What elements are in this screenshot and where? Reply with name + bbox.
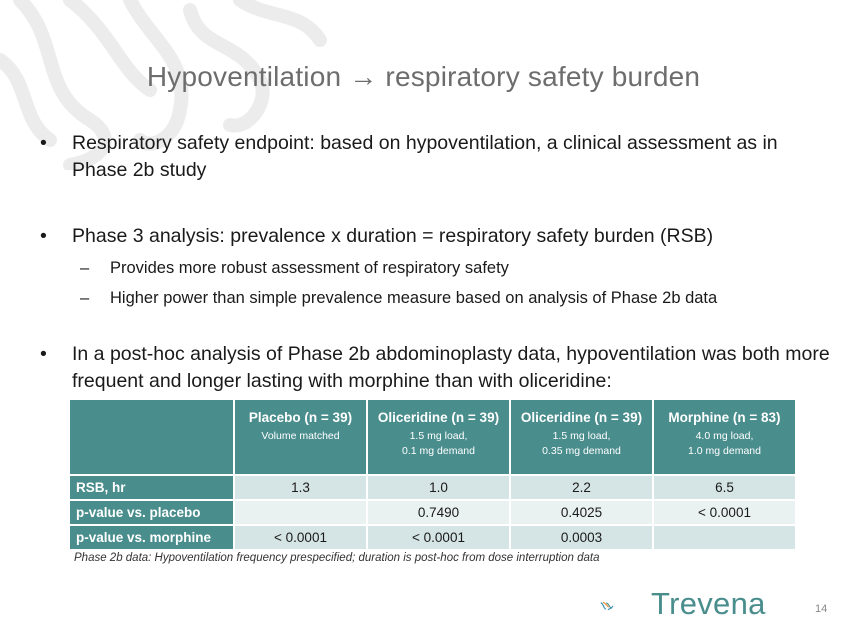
table-corner-cell <box>69 399 234 475</box>
bullet-text: Phase 3 analysis: prevalence x duration = respiratory safety burden (RSB) <box>72 225 714 247</box>
column-header-placebo <box>234 399 367 475</box>
table-row <box>69 500 796 525</box>
table-row <box>69 525 796 550</box>
row-label: p-value vs. morphine <box>69 525 234 550</box>
footnote: Phase 2b data: Hypoventilation frequency prespecified; duration is post-hoc from dose interruption data <box>74 552 600 564</box>
sub-bullet-marker: – <box>80 259 90 277</box>
column-header-note: 0.1 mg demand <box>402 445 475 457</box>
column-header-note: 4.0 mg load, <box>695 430 754 442</box>
column-header-note: 0.35 mg demand <box>542 445 621 457</box>
bullet-marker: • <box>40 132 47 154</box>
sub-bullet-marker: – <box>80 289 90 307</box>
column-header-note: 1.5 mg load, <box>409 430 468 442</box>
row-label: RSB, hr <box>69 475 234 500</box>
trevena-logo-text: Trevena <box>651 586 766 621</box>
table-cell: < 0.0001 <box>367 525 510 550</box>
table-cell: 1.3 <box>234 475 367 500</box>
sub-bullet-text: Provides more robust assessment of respiratory safety <box>110 259 509 277</box>
column-header-label: Oliceridine (n = 39) <box>520 410 643 425</box>
bullet-text: Respiratory safety endpoint: based on hypoventilation, a clinical assessment as in Phase 2b study <box>72 132 778 181</box>
table-cell: 6.5 <box>653 475 796 500</box>
row-label: p-value vs. placebo <box>69 500 234 525</box>
bullet-marker: • <box>40 343 47 365</box>
rsb-table <box>68 398 797 551</box>
column-header-note: 1.5 mg load, <box>552 430 611 442</box>
column-header-label: Oliceridine (n = 39) <box>377 410 500 425</box>
table-cell: 0.0003 <box>510 525 653 550</box>
table-cell: < 0.0001 <box>234 525 367 550</box>
table-cell: 0.7490 <box>367 500 510 525</box>
column-header-oliceridine-035 <box>510 399 653 475</box>
column-header-label: Placebo (n = 39) <box>248 410 353 425</box>
column-header-morphine <box>653 399 796 475</box>
column-header-note: 1.0 mg demand <box>688 445 761 457</box>
column-header-label: Morphine (n = 83) <box>668 410 781 425</box>
table-cell <box>653 525 796 550</box>
column-header-oliceridine-01 <box>367 399 510 475</box>
slide-title: Hypoventilation → respiratory safety burden <box>146 61 701 92</box>
trevena-logo-icon <box>600 589 650 623</box>
table-header-row <box>69 399 796 475</box>
table-cell: 0.4025 <box>510 500 653 525</box>
bullet-marker: • <box>40 225 47 247</box>
page-number: 14 <box>815 603 828 615</box>
table-row <box>69 475 796 500</box>
sub-bullet-text: Higher power than simple prevalence measure based on analysis of Phase 2b data <box>110 289 718 307</box>
bullet-text: In a post-hoc analysis of Phase 2b abdominoplasty data, hypoventilation was both more frequent and longer lasting with morphine than with oliceridine: <box>72 343 830 392</box>
table-cell <box>234 500 367 525</box>
table-cell: < 0.0001 <box>653 500 796 525</box>
table-cell: 1.0 <box>367 475 510 500</box>
column-header-note: Volume matched <box>261 430 340 442</box>
table-cell: 2.2 <box>510 475 653 500</box>
